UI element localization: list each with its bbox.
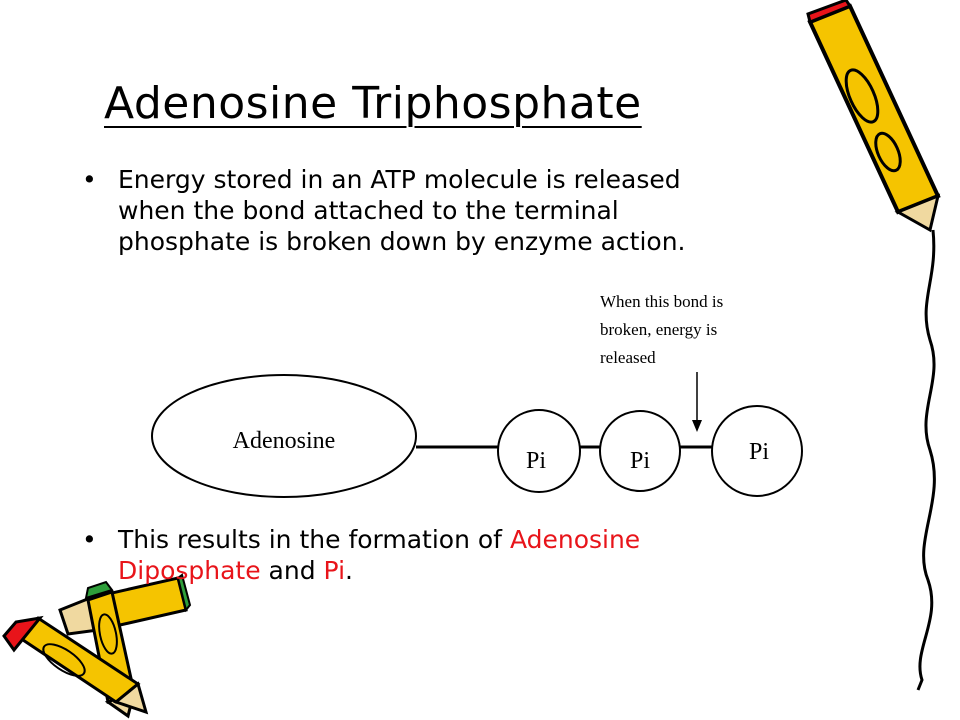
phosphate-2-label: Pi — [629, 448, 651, 474]
callout-line-3: released — [600, 348, 656, 367]
bullet-dot: • — [82, 525, 97, 554]
phosphate-1-label: Pi — [525, 448, 547, 474]
bullet-dot: • — [82, 165, 97, 194]
slide-title: Adenosine Triphosphate — [104, 78, 642, 129]
bullet-2-line-1: This results in the formation of Adenosine — [118, 525, 641, 554]
adenosine-highlight: Adenosine — [509, 525, 641, 554]
bullet-1-line-1: Energy stored in an ATP molecule is released — [118, 165, 681, 194]
bullet-2 — [82, 524, 640, 586]
right-squiggle-decoration — [918, 230, 934, 690]
bullet-1-line-3: phosphate is broken down by enzyme action. — [118, 227, 686, 256]
bullet-2-line-2: Diposphate and Pi. — [118, 556, 353, 585]
bullet-1-line-2: when the bond attached to the terminal — [118, 196, 619, 225]
diposphate-highlight: Diposphate — [118, 556, 261, 585]
pi-highlight: Pi — [323, 556, 346, 585]
callout-line-1: When this bond is — [600, 292, 724, 311]
callout-line-2: broken, energy is — [600, 320, 718, 339]
pencil-top-right-icon — [808, 0, 938, 230]
adenosine-label: Adenosine — [232, 428, 336, 454]
phosphate-3-label: Pi — [748, 439, 770, 465]
arrow-head-icon — [692, 420, 702, 432]
